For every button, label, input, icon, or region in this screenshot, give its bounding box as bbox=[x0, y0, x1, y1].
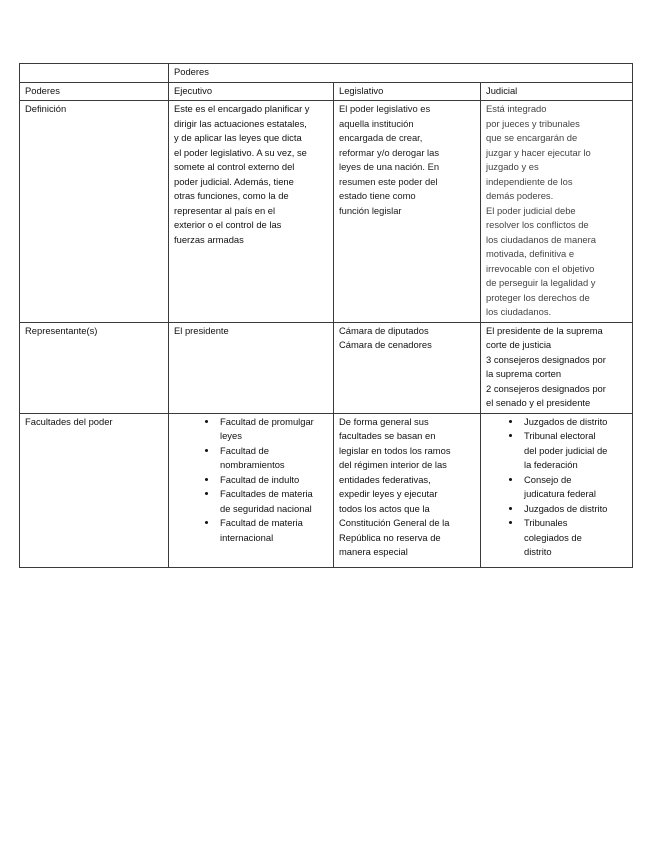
list-item-line: • Juzgados de distrito bbox=[524, 415, 608, 427]
text-line: somete al control externo del bbox=[174, 161, 295, 172]
list-item-line: colegiados de bbox=[524, 531, 582, 543]
text-line: dirigir las actuaciones estatales, bbox=[174, 117, 307, 129]
text-line: el poder legislativo. A su vez, se bbox=[174, 146, 307, 158]
list-item bbox=[522, 473, 627, 502]
text-line: por jueces y tribunales bbox=[486, 117, 580, 129]
text-line: proteger los derechos de bbox=[486, 291, 590, 303]
header-cell-legislativo bbox=[334, 82, 481, 101]
text-line: la suprema corten bbox=[486, 368, 562, 379]
text-line: de perseguir la legalidad y bbox=[486, 277, 596, 288]
text-line: El presidente de la suprema bbox=[486, 324, 603, 336]
text-line: función legislar bbox=[339, 204, 402, 216]
cell-representante-ejecutivo bbox=[169, 322, 334, 413]
header-cell-ejecutivo bbox=[169, 82, 334, 101]
list-item bbox=[218, 516, 328, 545]
text-line: otras funciones, como la de bbox=[174, 190, 289, 201]
list-item-line: • Facultad de materia bbox=[220, 517, 303, 528]
text-line: juzgar y hacer ejecutar lo bbox=[486, 146, 591, 158]
text-line: los ciudadanos. bbox=[486, 306, 552, 317]
cell-facultades-legislativo bbox=[334, 413, 481, 567]
list-item-line: distrito bbox=[524, 546, 552, 557]
list-item bbox=[218, 444, 328, 473]
list-item-line: • Tribunal electoral bbox=[524, 430, 596, 441]
cell-facultades-ejecutivo bbox=[169, 413, 334, 567]
text-line: irrevocable con el objetivo bbox=[486, 262, 595, 274]
list-item bbox=[522, 516, 627, 560]
list-item-line: nombramientos bbox=[220, 459, 285, 470]
text-line: Cámara de diputados bbox=[339, 324, 429, 336]
text-line: reformar y/o derogar las bbox=[339, 146, 440, 158]
list-item-line: • Facultades de materia bbox=[220, 488, 313, 499]
row-label-definicion bbox=[20, 101, 169, 323]
list-item bbox=[522, 502, 627, 517]
text-line: Cámara de cenadores bbox=[339, 339, 432, 350]
list-item bbox=[218, 415, 328, 444]
text-line: todos los actos que la bbox=[339, 502, 430, 514]
header-label: Judicial bbox=[486, 84, 518, 96]
text-line: 3 consejeros designados por bbox=[486, 353, 606, 365]
text-line: exterior o el control de las bbox=[174, 219, 282, 230]
list-item bbox=[522, 429, 627, 473]
empty-cell bbox=[20, 64, 169, 83]
text-line: manera especial bbox=[339, 546, 408, 557]
table-row bbox=[20, 101, 633, 323]
list-item-line: • Facultad de bbox=[220, 444, 269, 456]
text-line: expedir leyes y ejecutar bbox=[339, 488, 438, 499]
text-line: Constitución General de la bbox=[339, 517, 450, 528]
text-line: los ciudadanos de manera bbox=[486, 233, 596, 245]
row-label: Representante(s) bbox=[25, 324, 98, 336]
list-item-line: la federación bbox=[524, 459, 578, 470]
text-line: el senado y el presidente bbox=[486, 397, 591, 408]
row-label: Definición bbox=[25, 103, 67, 114]
header-label: Legislativo bbox=[339, 84, 384, 96]
cell-representante-legislativo bbox=[334, 322, 481, 413]
text-line: independiente de los bbox=[486, 175, 573, 187]
text-line: y de aplicar las leyes que dicta bbox=[174, 132, 302, 143]
text-line: leyes de una nación. En bbox=[339, 161, 440, 172]
text-line: estado tiene como bbox=[339, 190, 416, 201]
facultades-ejecutivo-list bbox=[174, 415, 328, 546]
text-line: resolver los conflictos de bbox=[486, 219, 589, 230]
row-label-facultades bbox=[20, 413, 169, 567]
text-line: demás poderes. bbox=[486, 190, 554, 201]
text-line: del régimen interior de las bbox=[339, 459, 447, 470]
text-line: juzgado y es bbox=[486, 161, 539, 172]
text-line: De forma general sus bbox=[339, 415, 429, 427]
text-line: encargada de crear, bbox=[339, 132, 423, 143]
text-line: entidades federativas, bbox=[339, 473, 431, 485]
text-line: motivada, definitiva e bbox=[486, 248, 575, 259]
list-item-line: • Consejo de bbox=[524, 473, 572, 485]
list-item-line: de seguridad nacional bbox=[220, 502, 312, 514]
text-line: representar al país en el bbox=[174, 204, 276, 216]
facultades-judicial-list bbox=[486, 415, 627, 560]
text-line: legislar en todos los ramos bbox=[339, 444, 451, 456]
cell-definicion-legislativo bbox=[334, 101, 481, 323]
list-item bbox=[522, 415, 627, 430]
text-line: corte de justicia bbox=[486, 339, 552, 350]
text-line: aquella institución bbox=[339, 117, 414, 129]
cell-representante-judicial bbox=[481, 322, 633, 413]
list-item bbox=[218, 487, 328, 516]
list-item-line: • Facultad de promulgar bbox=[220, 415, 314, 427]
text-line: 2 consejeros designados por bbox=[486, 382, 606, 394]
group-header: Poderes bbox=[174, 66, 209, 77]
text-line: El poder judicial debe bbox=[486, 204, 576, 216]
text-line: Está integrado bbox=[486, 103, 547, 114]
text-line: resumen este poder del bbox=[339, 175, 438, 187]
text-line: facultades se basan en bbox=[339, 430, 436, 441]
text-line: fuerzas armadas bbox=[174, 233, 244, 245]
list-item-line: leyes bbox=[220, 430, 242, 441]
table-row bbox=[20, 322, 633, 413]
header-cell-judicial bbox=[481, 82, 633, 101]
list-item bbox=[218, 473, 328, 488]
text-line: Este es el encargado planificar y bbox=[174, 103, 310, 114]
header-label: Poderes bbox=[25, 84, 60, 96]
poderes-table bbox=[19, 63, 633, 568]
group-header-cell bbox=[169, 64, 633, 83]
text-line: República no reserva de bbox=[339, 531, 441, 543]
header-label: Ejecutivo bbox=[174, 84, 213, 96]
text-line: que se encargarán de bbox=[486, 132, 578, 143]
table-row bbox=[20, 82, 633, 101]
cell-definicion-judicial bbox=[481, 101, 633, 323]
table-row bbox=[20, 413, 633, 567]
cell-facultades-judicial bbox=[481, 413, 633, 567]
cell-definicion-ejecutivo bbox=[169, 101, 334, 323]
text-line: poder judicial. Además, tiene bbox=[174, 175, 294, 187]
list-item-line: • Tribunales bbox=[524, 517, 568, 528]
header-cell-poderes bbox=[20, 82, 169, 101]
list-item-line: judicatura federal bbox=[524, 488, 596, 499]
list-item-line: del poder judicial de bbox=[524, 444, 608, 456]
text-line: El presidente bbox=[174, 324, 229, 336]
row-label: Facultades del poder bbox=[25, 415, 113, 427]
list-item-line: internacional bbox=[220, 531, 274, 543]
table-row bbox=[20, 64, 633, 83]
row-label-representante bbox=[20, 322, 169, 413]
list-item-line: • Juzgados de distrito bbox=[524, 502, 608, 514]
list-item-line: • Facultad de indulto bbox=[220, 473, 300, 485]
text-line: El poder legislativo es bbox=[339, 103, 431, 114]
